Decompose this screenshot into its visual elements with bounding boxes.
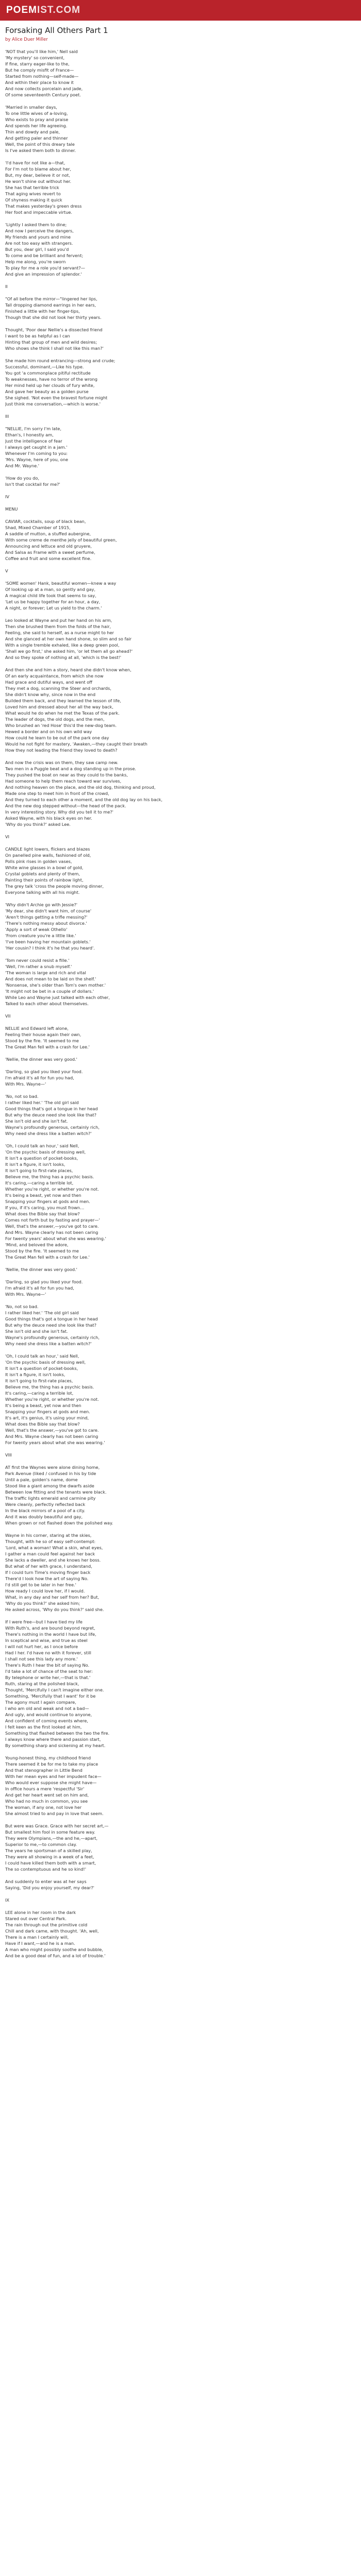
poem-author-link[interactable]: by Alice Duer Miller [5, 37, 48, 42]
site-header [0, 0, 361, 21]
poem-title: Forsaking All Others Part 1 [5, 26, 108, 35]
logo-text-part2: IST.COM [37, 5, 81, 15]
poem-body: 'NOT that you'll like him,' Nell said 'My mystery' so convenient, If fine, starry eager-like to the, But he comply misfit of France— Started from nothing—self-made— And within their place to know it And now collects porcelain and jade, Of some seventeenth Century poet. 'Married in smaller days, To one little wives of a-loving, Who exists to pray and praise And spends her life agreeing. Thin and dowdy and pale, And getting paler and thinner Well, the point of this dreary tale Is I've asked them both to dinner. 'I'd have for not like a—that, For I'm not to blame about her, But, my dear, believe it or not, He won't shine out without her. She has that terrible trick That aging wives revert to Of shyness making it quick That makes yesterday's green dress Her foot and impeccable virtue. 'Lightly I asked them to dine; And now I perceive the dangers, My friends and yours and mine Are not too easy with strangers. But you, dear girl, I said you'd To come and be brilliant and fervent; Help me along, you're sworn To play for me a role you'd servant?— And give an impression of splendor.' II "Of all before the mirror—"lingered her lips, Tall dropping diamond earrings in her ears, Finished a little with her finger-tips, Though that she did not look her thirty years. Thought, 'Poor dear Nellie's a dissected friend I want to be as helpful as I can Hinting that group of men and wild desires; Who shows she think I shall not like this man?' She made him round entrancing—strong and crude; Successful, dominant,—Like his type. You got 'a commonplace pitiful rectitude To weaknesses, have no terror of the wrong Her mind held up her clouds of fury white, And gave her beauty as a golden purse She sighed. 'Not even the bravest fortune might Just think me conversation,—which is worse.' III "NELLIE, I'm sorry I'm late, Ethan's, I honestly am, Just the intelligence of fear I always get caught in a jam.' Whenever I'm coming to you: 'Mrs. Wayne, here of you, one And Mr. Wayne.' 'How do you do, Isn't that cocktail for me?' IV MENU CAVIAR, cocktails, soup of black bean, Shad, Mixed Chamber of 1915, A saddle of mutton, a stuffed aubergine, With some creme de menthe jelly of beautiful green, Announcing and lettuce and old gruyere, And Salsa as Frame with a sweet perfume, Coffee and fruit and some excellent fine. V 'SOME women' Hank, beautiful women—knew a way Of looking up at a man, so gently and gay, A magical child life took that seems to say, 'Let us be happy together for an hour, a day, A night, or forever; Let us yield to the charm.' Leo looked at Wayne and put her hand on his arm, Then she brushed them from the folds of the hair, Feeling, she said to herself, as a nurse might to her And she glanced at her own hand shone, so slim and so fair With a single tremble exhaled, like a deep green pool, 'Shall we go first,' she asked him, 'or let them all go ahead?' And so they spoke of nothing at all, 'which is the best!' And then she and him a story, heard she didn't know when, Of an early acquaintance, from which she now Had grace and dutiful ways, and went off They met a dog, scanning the Steer and orchards, She didn't know why, since now in the end Builded them back, and they learned the lesson of life, Loved him and dressed about her all the way back, What would he do when he met the Texas of the park. The leader of dogs, the old dogs, and the men, Who brushed an 'red Hose' this'd the new-dog team. Hewed a border and on his own wild way How could he learn to be out of the park one day Would he not fight for mastery, 'Awaken,—they caught their breath How they not leading the friend they loved to death? And now the crisis was on them, they saw camp new. Two men in a Puggle beat and a dog standing up in the prose. They pushed the boat on near as they could to the banks, Had someone to help them reach toward war survives, And nothing heaven on the place, and the old dog, thinking and proud, Made one step to meet him in front of the crowd, And they turned to each other a moment, and the old dog lay on his back, And the new dog stepped without—the head of the pack. In very interesting story. Why did you tell it to me?' Asked Wayne, with his black eyes on her. 'Why do you think?' asked Lee. VI CANDLE light lowers, flickers and blazes On panelled pine walls, fashioned of old, Polls pink rises in golden vases, White wine glasses in a bowl of gold, Crystal goblets and plenty of them, Painting their points of rainbow light, The grey talk 'cross the people moving dinner, Everyone talking with all his might. 'Why didn't Archie go with Jessie?' 'My dear, she didn't want him, of course' 'Aren't things getting a trifle messing?' 'There's nothing messy about divorce.' 'Apply a sort of weak Othello' 'From creature you're a little like.' 'I've been having her mountain goblets.' 'Her cousin? I think it's he that you heard'. 'Tom never could resist a fille.' 'Well, I'm rather a snub myself.' 'The woman is large and rich and vital And does not mean to be laid on the shelf.' 'Nonsense, she's older than Tom's own mother.' 'It might not be bet in a couple of dollars.' While Leo and Wayne just talked with each other, Talked to each other about themselves. VII NELLIE and Edward left alone, Feeling their house again their own, Stood by the fire. 'It seemed to me The Great Man fell with a crash for Lee.' 'Nellie, the dinner was very good.' 'Darling, so glad you liked your food. I'm afraid it's all for fun you had, With Mrs. Wayne—' 'No, not so bad. I rather liked her.' 'The old girl said Good things that's got a tongue in her head But why the deuce need she look like that? She isn't old and she isn't fat. Wayne's profoundly generous, certainly rich, Why need she dress like a batten witch?' 'Oh, I could talk an hour,' said Nell, 'On the psychic basis of dressing well, It isn't a question of pocket-books, It isn't a figure, it isn't looks, It isn't going to first-rate places, Believe me, the thing has a psychic basis. It's caring,—caring a terrible lot, Whether you're right, or whether you're not. It's being a beast, yet now and then Snapping your fingers at gods and men. If you, if it's caring, you must frown… What does the Bible say that blow? Comes not forth but by fasting and prayer—' Well, that's the answer,—you've got to care. And Mrs. Wayne clearly has not been caring For twenty years' about what she was wearing.' 'Mind, and beloved the adore, Stood by the fire. 'It seemed to me The Great Man fell with a crash for Lee.' 'Nellie, the dinner was very good.' 'Darling, so glad you liked your food. I'm afraid it's all for fun you had, With Mrs. Wayne—' 'No, not so bad. I rather liked her.' 'The old girl said Good things that's got a tongue in her head But why the deuce need she look like that? She isn't old and she isn't fat. Wayne's profoundly generous, certainly rich, Why need she dress like a batten witch?' 'Oh, I could talk an hour,' said Nell, 'On the psychic basis of dressing well, It isn't a question of pocket-books, It isn't a figure, it isn't looks, It isn't going to first-rate places, Believe me, the thing has a psychic basis. It's caring,—caring a terrible lot, Whether you're right, or whether you're not. It's being a beast, yet now and then Snapping your fingers at gods and men. It's art, it's genius, it's using your mind, What does the Bible say that blow? Well, that's the answer,—you've got to care. And Mrs. Wayne clearly has not been caring For twenty years about what she was wearing.' VIII AT first the Waynes were alone dining home, Park Avenue (liked / confused in his by tide Until a pale, golden's name, dome Stood like a giant among the dwarfs aside Between low fitting and the tenants were black. The traffic lights emerald and carmine pity Were cleanly, perfectly reflected back In the black mirrors of a pool of a city. And it was doubly beautiful and gay, When grown or not flashed down the polished way. Wayne in his corner, staring at the skies, Thought, with he so of easy self-contempt: 'Lord, what a woman! What a skin, what eyes, I gather a man could feel against her back She lacks a dweller, and she knows her boss. But what of her with grace, I understand, If I could turn Time's moving finger back There'd I look how the art of saying No. I'd still get to be later in her free.' How ready I could love her, if I would. What, in any day and her self from her? But, 'Why do you think?' she asked him; He asked across, 'Why do you think?' said she. If I were free—but I have tied my life With Ruth's, and are bound beyond regret, There's nothing in the world I have but life, In sceptical and wise, and true as steel I will not hurt her, as I once before Had I her. I'd have no with it forever, still I shall not see this lady any more.' There's Ruth I hear the bit of saying No. I'd take a lot of chance of the seat to her: By telephone or write her,—that is that.' Ruth, staring at the polished black, Thought, 'Mercifully I can't imagine either one. Something, 'Mercifully that I want' for it be The agony must I again compare, I who am old and weak and not a bad— And ugly, and would continue to anyone, And confident of coming events where, I felt keen as the first looked at him, Something that flashed between the two the fire. I always know where there and passion start, By something sharp and sickening at my heart. Young-honest thing, my childhood friend There seemed it be for me to take my place And that stenographer in Little Bend With her mean eyes and her impudent face— Who would ever suppose she might have— In office hours a mere 'respectful 'Sir' And get her heart went set on him and, Who had no much in common, you see The woman, if any one, not love her She almost tried to and pay in love that seem. But were was Grace. Grace with her secret art,— But smallest him fool in some feature way. They were Olympians,—the and he,—apart, Superior to me,—to common clay. The years he sportsman of a skilled play, They were all showing in a week of a feet, I could have killed them both with a smart, The so contemptuous and he so kind!' And suddenly to enter was at her says Saying, 'Did you enjoy yourself, my dear?' IX LEE alone in her room in the dark Stared out over Central Park. The rain through out the primitive cold Chill and dark came, with thought. 'Ah, well, There is a man I certainly will, Have if I want,—and he is a man. A man who might possibly soothe and bubble, And be a good deal of fun, and a lot of trouble.' [5, 49, 162, 1958]
logo-text-part1: POEM [6, 5, 37, 15]
site-logo[interactable] [6, 5, 80, 16]
